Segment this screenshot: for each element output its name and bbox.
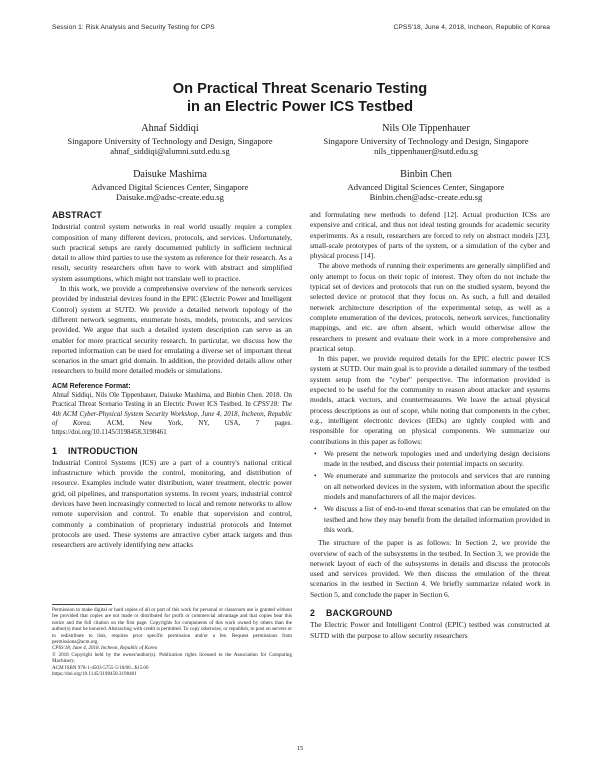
list-item: [310, 449, 550, 470]
abstract-paragraph-2: In this work, we provide a comprehensive overview of the network services provided by industrial devices found in the EPIC (Electric Power and Intelligent Control) system at SUTD. We provide a detailed network topology of the different network segments, enumerate hosts, models, protocols, and services provided. We argue that such a detailed system description can serve as an enabler for more practical security research. In particular, we discuss how the reported information can be used for emulating a diverse set of important threat scenarios in the smart grid domain. In addition, the provided details allow other researchers to build more detailed models or simulations.: [52, 284, 292, 376]
author-email: Binbin.chen@adsc-create.edu.sg: [369, 191, 483, 202]
left-column: [52, 210, 292, 551]
list-item: [310, 471, 550, 502]
footnote-isbn: ACM ISBN 978-1-4503-5755-5/18/06...$15.00: [52, 664, 149, 671]
permission-footnote: [52, 607, 292, 677]
list-item: [310, 504, 550, 535]
right-column: [310, 210, 550, 641]
running-head-session: Session 1: Risk Analysis and Security Testing for CPS: [52, 24, 215, 31]
author-email: ahnaf_siddiqi@alumni.sutd.edu.sg: [110, 145, 230, 156]
author-name: Daisuke Mashima: [133, 169, 207, 180]
background-heading: [310, 608, 550, 618]
acm-reference-authors: Ahnaf Siddiqi, Nils Ole Tippenhauer, Daisuke Mashima, and Binbin Chen. 2018. On Practical Threat Scenario Testing in an Electric Power ICS Testbed. In: [52, 392, 292, 409]
author-block-1: [52, 123, 288, 156]
intro-continued-paragraph-3: In this paper, we provide required details for the EPIC electric power ICS system at SUTD. Our main goal is to provide a detailed summary of the testbed system setup from the "cyber" perspective. The information provided is expected to be useful for the community to reason about attacker and systems models, attack vectors, and countermeasures. We leave the actual physical process descriptions as out of scope, while noting that components in the cyber, e.g., intelligent electronic devices (IEDs) are tightly coupled with and responsible for operating on physical components. We summarize our contributions in this paper as follows:: [310, 354, 550, 446]
author-affiliation: Advanced Digital Sciences Center, Singapore: [347, 181, 505, 192]
author-affiliation: Singapore University of Technology and Design, Singapore: [67, 135, 273, 146]
background-paragraph-1: The Electric Power and Intelligent Control (EPIC) testbed was constructed at SUTD with the purpose to allow security researchers: [310, 620, 550, 640]
bullet-icon: •: [314, 471, 317, 481]
section-number: 2: [310, 607, 316, 618]
list-item-text: We present the network topologies used and underlying design decisions made in the testbed, and discuss their potential impacts on security.: [324, 448, 550, 469]
intro-continued-paragraph-1: and formulating new methods to defend [12]. Actual production ICSs are expensive and critical, and thus not ideal testing grounds for academic security experiments. As a result, researchers are forced to rely on abstract models [23], small-scale prototypes of parts of the system, or a simulation of the cyber and physical process [14].: [310, 210, 550, 261]
acm-reference-format: [52, 382, 292, 438]
footnote-doi: https://doi.org/10.1145/3198458.3198461: [52, 671, 137, 678]
intro-continued-paragraph-2: The above methods of running their experiments are generally simplified and only attempt to focus on their topic of interest. They often do not include the typical set of devices and protocols that run on the studied system, beyond the selected device or protocol that they focus on. As such, a full and detailed network architecture description of the experimental setup, as well as a complete enumeration of the devices, protocols, network services, functionality mappings, and etc. are often absent, which would otherwise allow the researchers to present and evaluate their work in a more comprehensive and practical setup.: [310, 261, 550, 353]
introduction-paragraph-1: Industrial Control Systems (ICS) are a part of a country's national critical infrastructure which provide the control, monitoring, and distribution of resource. Examples include water distribution, water treatment, electric power grid, oil pipelines, and transportation systems. In recent years, industrial control devices have been increasingly connected to local and remote networks to allow remote supervision and control. To enable that supervision and control, commonly a combination of proprietary industrial protocols and Internet protocols are used. These systems are attractive cyber attack targets and thus researchers are actively identifying new attacks: [52, 457, 292, 550]
acm-reference-tail: ACM, New York, NY, USA, 7 pages. https://doi.org/10.1145/3198458.3198461: [52, 419, 292, 437]
introduction-heading: [52, 446, 292, 456]
footnote-conference: CPSS'18, June 4, 2018, Incheon, Republic of Korea: [52, 645, 158, 652]
running-head-venue: CPSS'18, June 4, 2018, Incheon, Republic of Korea: [393, 24, 550, 31]
paper-title-line-1: On Practical Threat Scenario Testing: [172, 81, 428, 97]
section-number: 1: [52, 445, 58, 456]
abstract-heading: ABSTRACT: [52, 210, 102, 220]
footnote-rule: [52, 604, 112, 605]
author-block-3: [52, 169, 288, 202]
author-name: Binbin Chen: [400, 169, 452, 180]
abstract-paragraph-1: Industrial control system networks in real world usually require a complex composition of many different devices, protocols, and services. Unfortunately, such practical setups are rarely documented publicly in sufficient technical detail to allow third parties to use the system as reference for their research. As a result, security researchers often have to work with abstract and simplified system assumptions, which might not translate well to practice.: [52, 222, 292, 283]
author-name: Nils Ole Tippenhauer: [382, 123, 470, 134]
list-item-text: We enumerate and summarize the protocols and services that are running on all networked devices in the system, with information about the specific models and manufacturers of all the major devices.: [324, 471, 550, 502]
paper-title: [0, 80, 600, 116]
section-title: INTRODUCTION: [68, 445, 138, 456]
author-name: Ahnaf Siddiqi: [141, 123, 199, 134]
acm-reference-venue: CPSS'18: The 4th ACM Cyber-Physical System Security Workshop, June 4, 2018, Incheon, Republic of Korea.: [52, 401, 292, 427]
intro-continued-paragraph-4: The structure of the paper is as follows: In Section 2, we provide the overview of each of the subsystems in the testbed. In Section 3, we provide the network layout of each of the subsystems in details and discuss the protocols used and services provided. We then discuss the emulation of the threat scenarios in the testbed in Section 4. We briefly summarize related work in Section 5, and conclude the paper in Section 6.: [310, 538, 550, 599]
bullet-icon: •: [314, 448, 317, 458]
footnote-copyright: © 2018 Copyright held by the owner/author(s). Publication rights licensed to the Association for Computing Machinery.: [52, 651, 292, 665]
list-item-text: We discuss a list of end-to-end threat scenarios that can be emulated on the testbed and how they may benefit from the detailed information provided in this work.: [324, 504, 550, 534]
acm-reference-heading: ACM Reference Format:: [52, 382, 131, 390]
paper-title-line-2: in an Electric Power ICS Testbed: [187, 99, 413, 115]
section-title: BACKGROUND: [326, 607, 393, 618]
author-email: Daisuke.m@adsc-create.edu.sg: [116, 191, 224, 202]
page-number: 15: [296, 745, 304, 752]
author-affiliation: Singapore University of Technology and Design, Singapore: [323, 135, 529, 146]
footnote-permission: Permission to make digital or hard copies of all or part of this work for personal or classroom use is granted without fee provided that copies are not made or distributed for profit or commercial advantage and that copies bear this notice and the full citation on the first page. Copyrights for components of this work owned by others than the author(s) must be honored. Abstracting with credit is permitted. To copy otherwise, or republish, to post on servers or to redistribute to lists, requires prior specific permission and/or a fee. Request permissions from permissions@acm.org.: [52, 607, 292, 646]
author-affiliation: Advanced Digital Sciences Center, Singapore: [91, 181, 249, 192]
acm-reference-text: [52, 391, 292, 437]
contributions-list: [310, 449, 550, 535]
author-block-2: [308, 123, 544, 156]
bullet-icon: •: [314, 504, 317, 514]
author-block-4: [308, 169, 544, 202]
author-email: nils_tippenhauer@sutd.edu.sg: [374, 145, 478, 156]
